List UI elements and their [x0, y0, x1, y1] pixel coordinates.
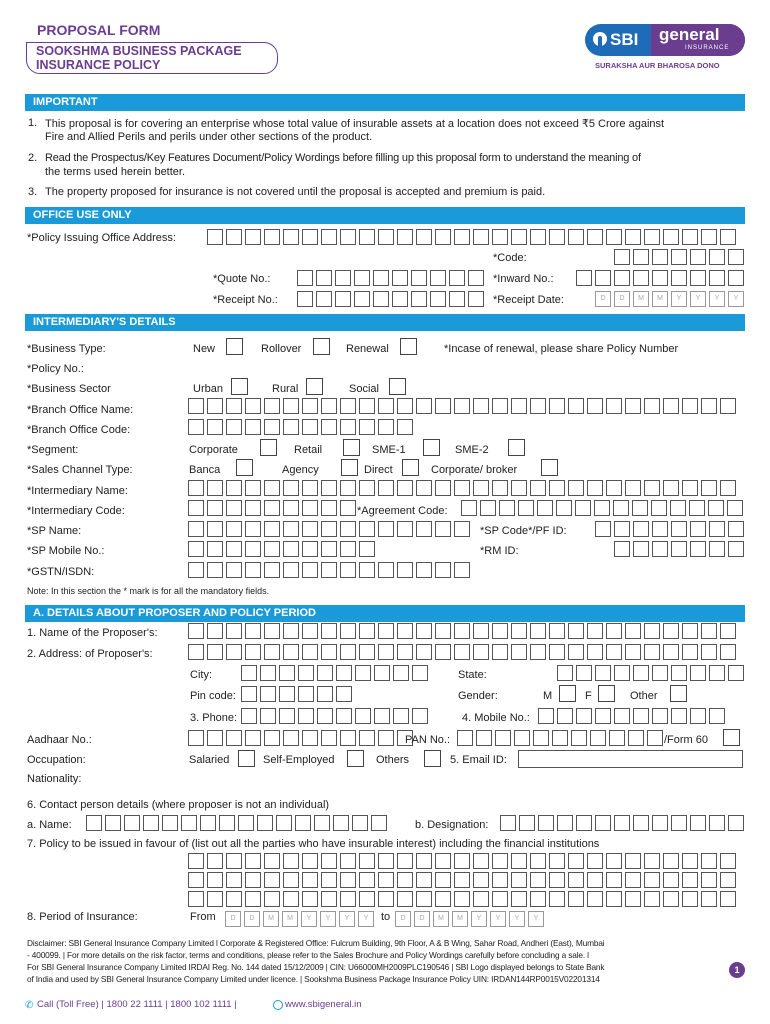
sp-code-label: *SP Code*/PF ID:	[480, 525, 567, 537]
important-item-1-num: 1.	[28, 117, 38, 129]
gender-other-checkbox[interactable]	[670, 685, 687, 702]
gender-m-label: M	[543, 690, 553, 702]
website-link[interactable]: www.sbigeneral.in	[285, 999, 362, 1010]
corp-broker-label: Corporate/ broker	[431, 464, 518, 476]
banca-checkbox[interactable]	[236, 459, 253, 476]
important-item-2-num: 2.	[28, 152, 38, 164]
new-checkbox[interactable]	[226, 338, 243, 355]
sme1-checkbox[interactable]	[423, 439, 440, 456]
pan-label: PAN No.:	[405, 734, 451, 746]
proposer-address-label: 2. Address: of Proposer's:	[27, 648, 153, 660]
salaried-label: Salaried	[189, 754, 230, 766]
gstn-input[interactable]	[188, 562, 473, 578]
gender-m-checkbox[interactable]	[559, 685, 576, 702]
disclaimer-line1: Disclaimer: SBI General Insurance Company Limited l Corporate & Registered Office: Fulcrum Building, 9th Floor, A & B Wing, Sahar Road, Andheri (East), Mumbai	[27, 938, 605, 948]
important-item-2-line2: the terms used herein better.	[45, 166, 186, 178]
important-item-3-num: 3.	[28, 186, 38, 198]
nationality-label: Nationality:	[27, 773, 82, 785]
policy-title-line2: INSURANCE POLICY	[36, 58, 161, 72]
disclaimer-line3: For SBI General Insurance Company Limited IRDAI Reg. No. 144 dated 15/12/2009 | CIN: U66000MH2009PLC190546 | SBI Logo displayed belongs to State Bank	[27, 962, 605, 972]
logo-sbi-text: SBI	[610, 30, 639, 49]
agency-checkbox[interactable]	[341, 459, 358, 476]
receipt-date-input[interactable]: D D M M Y Y Y Y	[595, 291, 747, 307]
social-label: Social	[349, 383, 379, 395]
intermediary-code-label: *Intermediary Code:	[27, 505, 125, 517]
sp-name-label: *SP Name:	[27, 525, 82, 537]
policy-favour-label: 7. Policy to be issued in favour of (list out all the parties who have insurable interest) including the financial institutions	[27, 838, 600, 850]
city-input[interactable]	[241, 665, 431, 681]
urban-label: Urban	[193, 383, 223, 395]
retail-label: Retail	[294, 444, 323, 456]
agency-label: Agency	[282, 464, 319, 476]
state-input[interactable]	[557, 665, 747, 681]
favour-row-3[interactable]	[188, 891, 739, 907]
designation-label: b. Designation:	[415, 819, 489, 831]
disclaimer-line4: of India and used by SBI General Insurance Company Limited under licence. | Sookshma Business Package Insurance Policy UIN: IRDAN144RP0015V02201314	[27, 974, 600, 984]
phone-icon: ✆	[25, 1000, 34, 1011]
receipt-date-label: *Receipt Date:	[493, 294, 564, 306]
receipt-no-label: *Receipt No.:	[213, 294, 278, 306]
tagline: SURAKSHA AUR BHAROSA DONO	[595, 61, 720, 70]
rm-id-label: *RM ID:	[480, 545, 519, 557]
intermediary-name-input[interactable]	[188, 480, 739, 496]
others-label: Others	[376, 754, 410, 766]
self-employed-label: Self-Employed	[263, 754, 335, 766]
city-label: City:	[190, 669, 212, 681]
globe-icon	[273, 1000, 283, 1010]
form60-checkbox[interactable]	[723, 729, 740, 746]
pin-code-label: Pin code:	[190, 690, 236, 702]
logo-general-block	[651, 24, 745, 56]
occupation-label: Occupation:	[27, 754, 86, 766]
sbi-general-logo	[585, 24, 745, 56]
office-use-heading: OFFICE USE ONLY	[25, 207, 745, 224]
quote-no-input[interactable]	[297, 270, 487, 286]
contact-name-label: a. Name:	[27, 819, 72, 831]
form60-label: /Form 60	[664, 734, 709, 746]
proposer-heading: A. DETAILS ABOUT PROPOSER AND POLICY PERIOD	[25, 605, 745, 622]
receipt-no-input[interactable]	[297, 291, 487, 307]
gender-label: Gender:	[458, 690, 498, 702]
branch-code-label: *Branch Office Code:	[27, 424, 131, 436]
code-input[interactable]	[614, 249, 747, 265]
aadhaar-input[interactable]	[188, 730, 416, 746]
sp-code-input[interactable]	[595, 521, 747, 537]
favour-row-1[interactable]	[188, 853, 739, 869]
intermediary-code-input[interactable]	[188, 500, 359, 516]
direct-label: Direct	[364, 464, 393, 476]
period-to-date[interactable]: D D M M Y Y Y Y	[395, 911, 547, 927]
salaried-checkbox[interactable]	[238, 750, 255, 767]
renewal-label: Renewal	[346, 343, 389, 355]
sp-mobile-label: *SP Mobile No.:	[27, 545, 105, 557]
sme1-label: SME-1	[372, 444, 406, 456]
mandatory-note: Note: In this section the * mark is for all the mandatory fields.	[27, 586, 270, 596]
important-item-3-line1: The property proposed for insurance is not covered until the proposal is accepted and premium is paid.	[45, 186, 546, 198]
quote-no-label: *Quote No.:	[213, 273, 271, 285]
rm-id-input[interactable]	[614, 541, 747, 557]
important-heading: IMPORTANT	[25, 94, 745, 111]
sales-channel-label: *Sales Channel Type:	[27, 464, 133, 476]
banca-label: Banca	[189, 464, 221, 476]
logo-insurance-text: INSURANCE	[685, 45, 730, 51]
proposer-address-input[interactable]	[188, 644, 739, 660]
pan-input[interactable]	[457, 730, 666, 746]
business-sector-label: *Business Sector	[27, 383, 111, 395]
policy-no-label: *Policy No.:	[27, 363, 84, 375]
rural-label: Rural	[272, 383, 299, 395]
policy-title-line1: SOOKSHMA BUSINESS PACKAGE	[36, 44, 242, 58]
renewal-checkbox[interactable]	[400, 338, 417, 355]
gstn-label: *GSTN/ISDN:	[27, 566, 95, 578]
inward-no-input[interactable]	[576, 270, 747, 286]
sbi-logo-icon	[593, 32, 607, 46]
rollover-label: Rollover	[261, 343, 302, 355]
branch-name-input[interactable]	[188, 398, 739, 414]
intermediary-name-label: *Intermediary Name:	[27, 485, 128, 497]
sme2-label: SME-2	[455, 444, 489, 456]
office-address-label: *Policy Issuing Office Address:	[27, 232, 176, 244]
new-label: New	[193, 343, 216, 355]
page-number: 1	[729, 962, 745, 978]
contact-name-input[interactable]	[86, 815, 390, 831]
mobile-input[interactable]	[538, 708, 728, 724]
email-input[interactable]	[518, 750, 743, 768]
sme2-checkbox[interactable]	[508, 439, 525, 456]
gender-f-label: F	[585, 690, 592, 702]
proposer-name-input[interactable]	[188, 623, 739, 639]
office-address-input[interactable]	[207, 229, 739, 245]
pin-code-input[interactable]	[241, 686, 355, 702]
direct-checkbox[interactable]	[402, 459, 419, 476]
period-from-date[interactable]: D D M M Y Y Y Y	[225, 911, 377, 927]
corp-broker-checkbox[interactable]	[541, 459, 558, 476]
designation-input[interactable]	[500, 815, 747, 831]
branch-code-input[interactable]	[188, 419, 416, 435]
sp-name-input[interactable]	[188, 521, 473, 537]
important-item-1-line1: This proposal is for covering an enterprise whose total value of insurable assets at a location does not exceed ₹5 Crore against	[45, 118, 665, 130]
phone-input[interactable]	[241, 708, 431, 724]
business-type-label: *Business Type:	[27, 343, 106, 355]
from-label: From	[190, 911, 216, 923]
important-item-1-line2: Fire and Allied Perils and perils under other sections of the product.	[45, 131, 373, 143]
contact-numbers: Call (Toll Free) | 1800 22 1111 | 1800 102 1111 |	[37, 999, 237, 1010]
phone-label: 3. Phone:	[190, 712, 238, 724]
state-label: State:	[458, 669, 487, 681]
others-checkbox[interactable]	[424, 750, 441, 767]
period-label: 8. Period of Insurance:	[27, 911, 138, 923]
code-label: *Code:	[493, 252, 527, 264]
self-employed-checkbox[interactable]	[347, 750, 364, 767]
logo-general-text: general	[659, 25, 720, 44]
agreement-code-input[interactable]	[461, 500, 746, 516]
favour-row-2[interactable]	[188, 872, 739, 888]
agreement-code-label: *Agreement Code:	[357, 505, 448, 517]
rural-checkbox[interactable]	[306, 378, 323, 395]
form-title: PROPOSAL FORM	[37, 22, 161, 38]
segment-label: *Segment:	[27, 444, 79, 456]
policy-title-box	[26, 42, 278, 74]
to-label: to	[381, 911, 391, 923]
gender-f-checkbox[interactable]	[598, 685, 615, 702]
aadhaar-label: Aadhaar No.:	[27, 734, 92, 746]
gender-other-label: Other	[630, 690, 658, 702]
corporate-checkbox[interactable]	[260, 439, 277, 456]
mobile-label: 4. Mobile No.:	[462, 712, 530, 724]
rollover-checkbox[interactable]	[313, 338, 330, 355]
important-item-2-line1: Read the Prospectus/Key Features Document/Policy Wordings before filling up this proposal form to understand the meaning of	[45, 152, 641, 164]
inward-no-label: *Inward No.:	[493, 273, 554, 285]
sp-mobile-input[interactable]	[188, 541, 378, 557]
contact-person-label: 6. Contact person details (where proposer is not an individual)	[27, 799, 330, 811]
renewal-note: *Incase of renewal, please share Policy Number	[444, 343, 679, 355]
social-checkbox[interactable]	[389, 378, 406, 395]
intermediary-heading: INTERMEDIARY'S DETAILS	[25, 314, 745, 331]
retail-checkbox[interactable]	[343, 439, 360, 456]
urban-checkbox[interactable]	[231, 378, 248, 395]
disclaimer-line2: - 400099. | For more details on the risk factor, terms and conditions, please refer to the Sales Brochure and Policy Wordings carefully before concluding a sale. l	[27, 950, 589, 960]
corporate-label: Corporate	[189, 444, 238, 456]
branch-name-label: *Branch Office Name:	[27, 404, 134, 416]
proposer-name-label: 1. Name of the Proposer's:	[27, 627, 158, 639]
email-label: 5. Email ID:	[450, 754, 507, 766]
